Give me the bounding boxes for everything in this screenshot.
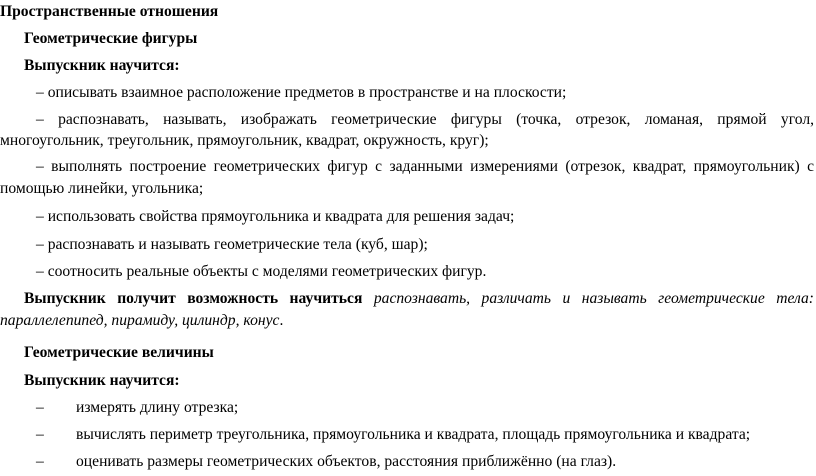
list-item-continuation: помощью линейки, угольника; [0,180,204,197]
list-item: – выполнять построение геометрических фигур с заданными измерениями (отрезок, квадрат, прямоугольник) с [36,158,814,175]
list-item-text: измерять длину отрезка; [76,399,239,416]
dash-marker: – [36,426,44,443]
learns-heading-quantities: Выпускник научится: [24,372,180,389]
opportunity-italic-1: распознавать, различать и называть геометрические тела: [373,290,814,307]
list-item [36,426,816,444]
list-item: – распознавать и называть геометрические тела (куб, шар); [36,236,428,253]
list-item-text: оценивать размеры геометрических объектов, расстояния приближённо (на глаз). [76,453,617,470]
subsection-title-figures: Геометрические фигуры [24,30,198,47]
list-item-text: вычислять периметр треугольника, прямоугольника и квадрата, площадь прямоугольника и квадрата; [76,426,751,443]
list-item-continuation: многоугольник, треугольник, прямоугольник, квадрат, окружность, круг); [0,132,489,149]
list-item: – описывать взаимное расположение предметов в пространстве и на плоскости; [36,84,567,101]
opportunity-end: . [279,312,284,329]
list-item: – распознавать, называть, изображать геометрические фигуры (точка, отрезок, ломаная, прямой угол, [36,111,814,128]
list-item [36,399,816,417]
list-item: – соотносить реальные объекты с моделями геометрических фигур. [36,263,487,280]
opportunity-paragraph-line1 [24,290,814,308]
opportunity-italic-2: параллелепипед, пирамиду, цилиндр, конус [0,312,280,329]
opportunity-bold: Выпускник получит возможность научиться [24,290,363,307]
list-item: – использовать свойства прямоугольника и квадрата для решения задач; [36,208,515,225]
subsection-title-quantities: Геометрические величины [24,344,214,361]
opportunity-paragraph-line2 [0,312,816,330]
list-item [36,453,816,471]
dash-marker: – [36,453,44,470]
section-title: Пространственные отношения [0,3,219,20]
dash-marker: – [36,399,44,416]
learns-heading-figures: Выпускник научится: [24,57,180,74]
